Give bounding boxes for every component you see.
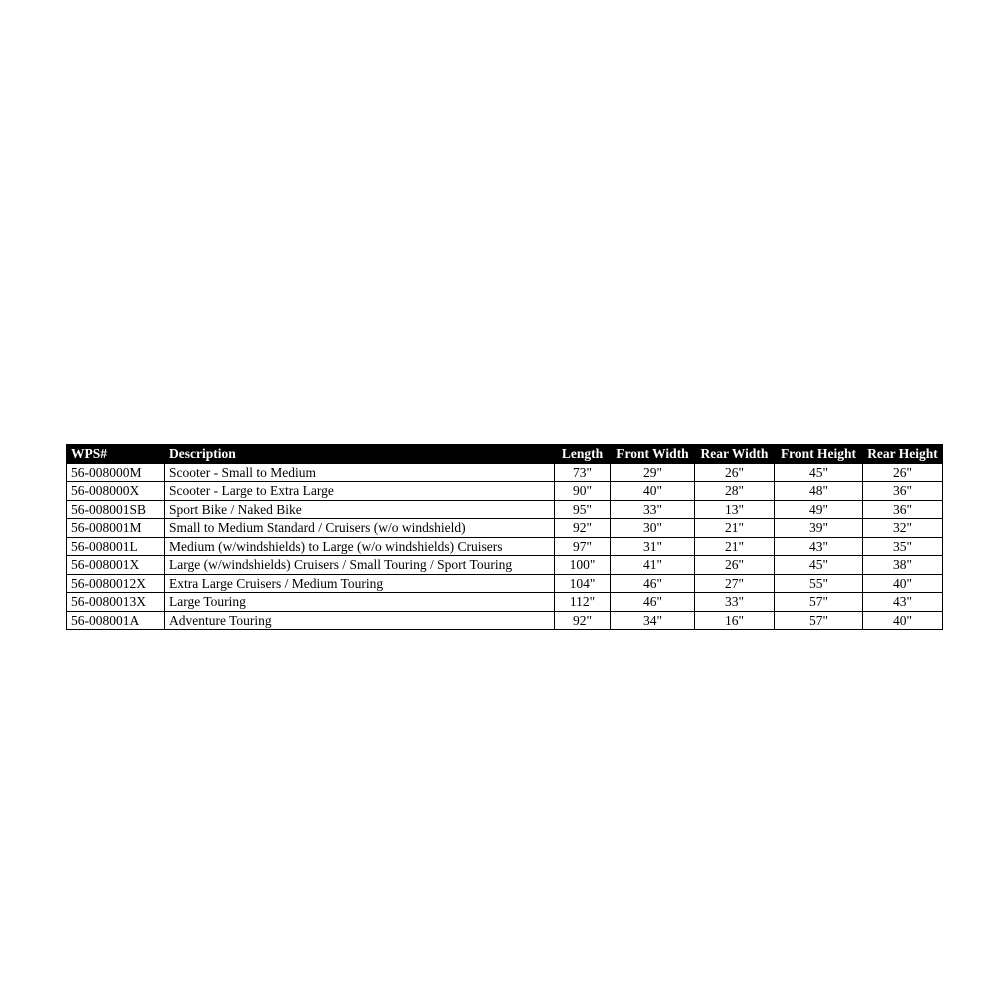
cell-rear-height: 38" xyxy=(863,556,943,575)
cell-front-height: 43" xyxy=(775,537,863,556)
cell-length: 92" xyxy=(555,519,611,538)
cell-wps: 56-0080012X xyxy=(67,574,165,593)
cell-front-width: 40" xyxy=(611,482,695,501)
cell-length: 92" xyxy=(555,611,611,630)
cell-front-width: 31" xyxy=(611,537,695,556)
cell-rear-width: 26" xyxy=(695,556,775,575)
cell-front-height: 57" xyxy=(775,611,863,630)
table-header xyxy=(67,445,943,464)
cell-front-width: 30" xyxy=(611,519,695,538)
cell-wps: 56-008001L xyxy=(67,537,165,556)
cell-length: 90" xyxy=(555,482,611,501)
cell-rear-width: 21" xyxy=(695,519,775,538)
cell-front-height: 45" xyxy=(775,463,863,482)
cell-rear-height: 35" xyxy=(863,537,943,556)
cell-description: Extra Large Cruisers / Medium Touring xyxy=(165,574,555,593)
cell-description: Sport Bike / Naked Bike xyxy=(165,500,555,519)
cell-rear-height: 36" xyxy=(863,482,943,501)
column-header-rear-width: Rear Width xyxy=(695,445,775,464)
cell-wps: 56-008001X xyxy=(67,556,165,575)
column-header-length: Length xyxy=(555,445,611,464)
table-row xyxy=(67,611,943,630)
cell-front-height: 55" xyxy=(775,574,863,593)
table-row xyxy=(67,593,943,612)
cell-rear-height: 36" xyxy=(863,500,943,519)
table-body xyxy=(67,463,943,630)
cell-length: 73" xyxy=(555,463,611,482)
cell-front-width: 29" xyxy=(611,463,695,482)
cell-rear-height: 32" xyxy=(863,519,943,538)
cell-wps: 56-0080013X xyxy=(67,593,165,612)
cell-length: 104" xyxy=(555,574,611,593)
cell-description: Scooter - Large to Extra Large xyxy=(165,482,555,501)
cell-wps: 56-008000X xyxy=(67,482,165,501)
cell-front-width: 41" xyxy=(611,556,695,575)
cell-wps: 56-008001A xyxy=(67,611,165,630)
table-row xyxy=(67,574,943,593)
cell-description: Scooter - Small to Medium xyxy=(165,463,555,482)
cell-rear-width: 21" xyxy=(695,537,775,556)
cell-front-height: 57" xyxy=(775,593,863,612)
cell-rear-width: 16" xyxy=(695,611,775,630)
cell-front-height: 49" xyxy=(775,500,863,519)
table-row xyxy=(67,500,943,519)
cell-rear-height: 40" xyxy=(863,611,943,630)
table-row xyxy=(67,463,943,482)
table-row xyxy=(67,482,943,501)
cell-rear-height: 40" xyxy=(863,574,943,593)
cell-length: 100" xyxy=(555,556,611,575)
cell-rear-height: 26" xyxy=(863,463,943,482)
cell-front-width: 46" xyxy=(611,574,695,593)
cell-length: 112" xyxy=(555,593,611,612)
motorcycle-cover-sizing-table xyxy=(66,444,943,630)
column-header-wps: WPS# xyxy=(67,445,165,464)
cell-wps: 56-008000M xyxy=(67,463,165,482)
cell-description: Large (w/windshields) Cruisers / Small Touring / Sport Touring xyxy=(165,556,555,575)
cell-rear-width: 28" xyxy=(695,482,775,501)
cell-front-height: 45" xyxy=(775,556,863,575)
table-row xyxy=(67,519,943,538)
table-row xyxy=(67,537,943,556)
cell-wps: 56-008001SB xyxy=(67,500,165,519)
cell-front-height: 39" xyxy=(775,519,863,538)
cell-description: Medium (w/windshields) to Large (w/o windshields) Cruisers xyxy=(165,537,555,556)
cell-description: Large Touring xyxy=(165,593,555,612)
column-header-description: Description xyxy=(165,445,555,464)
column-header-front-width: Front Width xyxy=(611,445,695,464)
cell-length: 97" xyxy=(555,537,611,556)
column-header-rear-height: Rear Height xyxy=(863,445,943,464)
cell-rear-width: 13" xyxy=(695,500,775,519)
cell-wps: 56-008001M xyxy=(67,519,165,538)
column-header-front-height: Front Height xyxy=(775,445,863,464)
cell-front-width: 33" xyxy=(611,500,695,519)
cell-length: 95" xyxy=(555,500,611,519)
cell-description: Adventure Touring xyxy=(165,611,555,630)
cell-front-height: 48" xyxy=(775,482,863,501)
table-header-row xyxy=(67,445,943,464)
cell-front-width: 34" xyxy=(611,611,695,630)
cell-rear-width: 27" xyxy=(695,574,775,593)
cell-rear-width: 33" xyxy=(695,593,775,612)
cell-rear-height: 43" xyxy=(863,593,943,612)
table-row xyxy=(67,556,943,575)
cell-rear-width: 26" xyxy=(695,463,775,482)
cell-description: Small to Medium Standard / Cruisers (w/o windshield) xyxy=(165,519,555,538)
cell-front-width: 46" xyxy=(611,593,695,612)
